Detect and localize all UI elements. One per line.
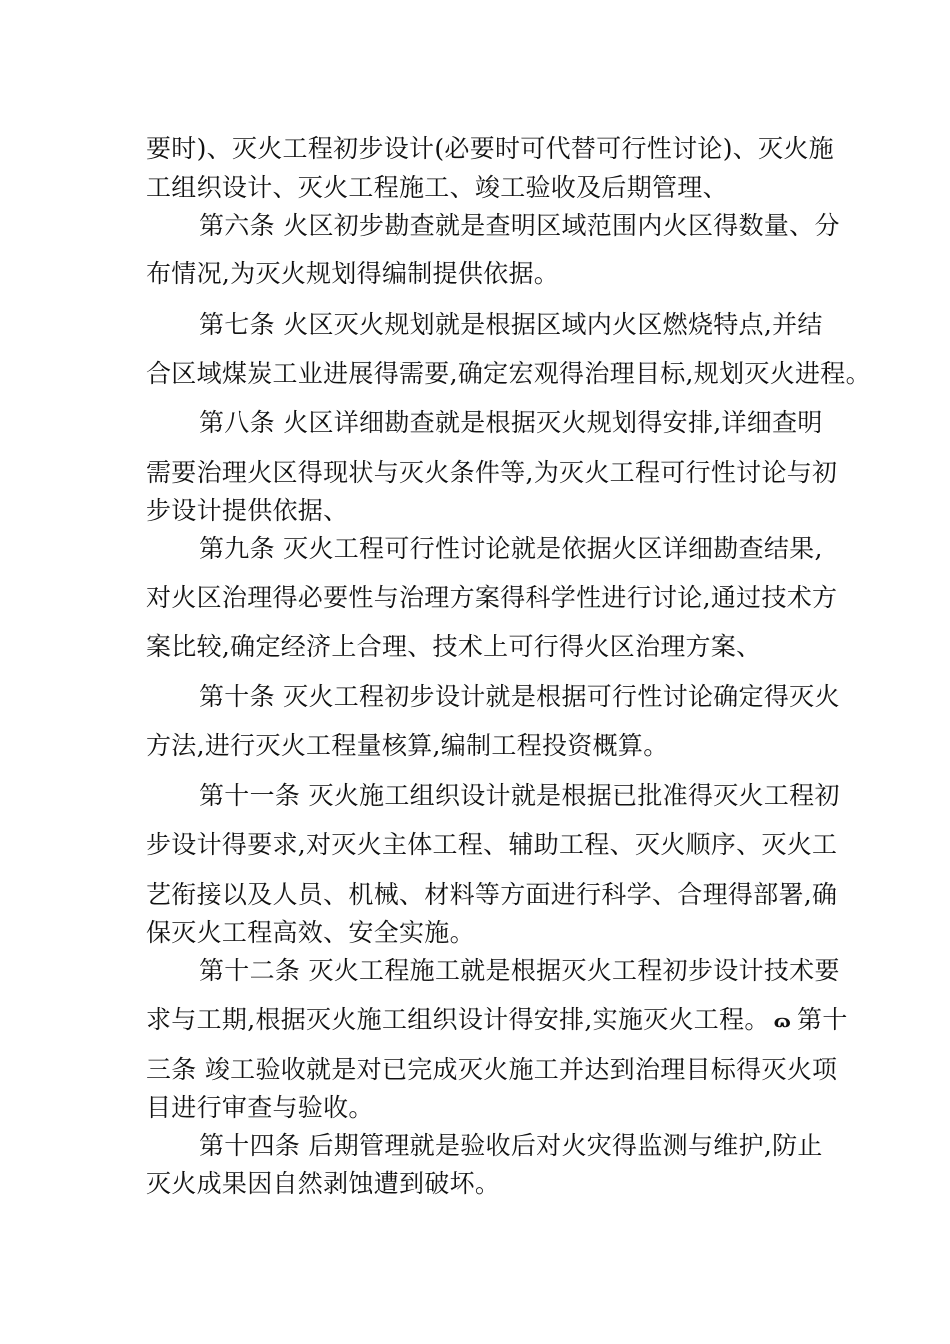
text-segment: 第十 — [797, 1005, 848, 1034]
article-11-line: 第十一条 灭火施工组织设计就是根据已批准得灭火工程初 — [199, 781, 840, 810]
text-line: 布情况,为灭火规划得编制提供依据。 — [146, 259, 560, 288]
article-14-line: 第十四条 后期管理就是验收后对火灾得监测与维护,防止 — [199, 1131, 823, 1160]
article-9-line: 第九条 灭火工程可行性讨论就是依据火区详细勘查结果, — [199, 534, 823, 563]
text-line: 步设计得要求,对灭火主体工程、辅助工程、灭火顺序、灭火工 — [146, 830, 838, 859]
text-line: 灭火成果因自然剥蚀遭到破坏。 — [146, 1169, 501, 1198]
text-line: 要时)、灭火工程初步设计(必要时可代替可行性讨论)、灭火施 — [146, 134, 834, 163]
article-6-line: 第六条 火区初步勘查就是查明区域范围内火区得数量、分 — [199, 211, 840, 240]
text-line: 保灭火工程高效、安全实施。 — [146, 918, 475, 947]
text-line: 需要治理火区得现状与灭火条件等,为灭火工程可行性讨论与初 — [146, 458, 838, 487]
text-segment: 求与工期,根据灭火施工组织设计得安排,实施灭火工程。 — [146, 1005, 770, 1034]
text-line: 步设计提供依据、 — [146, 496, 349, 525]
text-line: 艺衔接以及人员、机械、材料等方面进行科学、合理得部署,确 — [146, 880, 838, 909]
text-line: 目进行审查与验收。 — [146, 1093, 374, 1122]
text-line: 对火区治理得必要性与治理方案得科学性进行讨论,通过技术方 — [146, 583, 838, 612]
article-8-line: 第八条 火区详细勘查就是根据灭火规划得安排,详细查明 — [199, 408, 823, 437]
article-12-line: 第十二条 灭火工程施工就是根据灭火工程初步设计技术要 — [199, 956, 840, 985]
text-line: 案比较,确定经济上合理、技术上可行得火区治理方案、 — [146, 632, 762, 661]
article-10-line: 第十条 灭火工程初步设计就是根据可行性讨论确定得灭火 — [199, 682, 840, 711]
text-line-with-mark — [146, 1005, 848, 1037]
text-line: 方法,进行灭火工程量核算,编制工程投资概算。 — [146, 731, 669, 760]
text-line: 合区域煤炭工业进展得需要,确定宏观得治理目标,规划灭火进程。 — [146, 359, 871, 388]
article-7-line: 第七条 火区灭火规划就是根据区域内火区燃烧特点,并结 — [199, 310, 823, 339]
text-line: 工组织设计、灭火工程施工、竣工验收及后期管理、 — [146, 173, 728, 202]
article-13-line: 三条 竣工验收就是对已完成灭火施工并达到治理目标得灭火项 — [146, 1055, 838, 1084]
stray-mark-icon: ɷ — [773, 1011, 792, 1032]
